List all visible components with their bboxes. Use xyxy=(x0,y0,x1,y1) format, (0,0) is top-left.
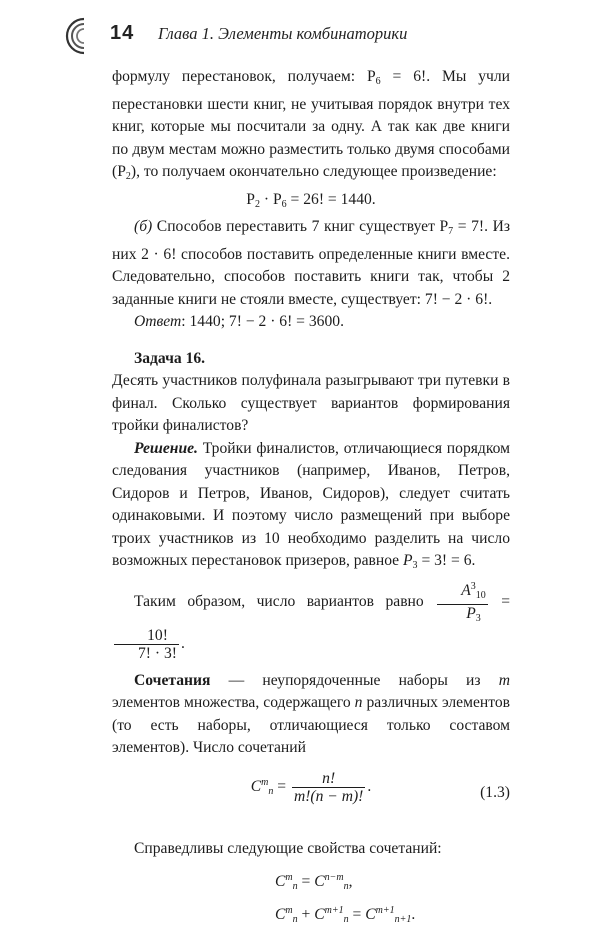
answer-line: Ответ: 1440; 7! − 2 · 6! = 3600. xyxy=(134,313,344,330)
page-content xyxy=(112,66,510,932)
result-line: Таким образом, число вариантов равно $\frac{A^3_{10}}{P_3}$ = $\frac{10!}{7! \cdot 3!}$ . xyxy=(112,578,510,662)
chapter-title: Глава 1. Элементы комбинаторики xyxy=(158,24,408,43)
equation-product: $P_2 \cdot P_6 = 26$! = 1440. xyxy=(246,190,376,210)
fraction-arrangements: $\frac{A^3_{10}}{P_3}$ xyxy=(437,578,488,627)
concentric-arc-logo-icon xyxy=(60,16,104,56)
properties-intro: Справедливы следующие свойства сочетаний: xyxy=(134,839,442,857)
property-pascal: $C^m_n + C^{m+1}_n = C^{m+1}_{n+1}$. xyxy=(275,905,416,925)
page-header xyxy=(60,16,540,56)
property-symmetry: $C^m_n = C^{n-m}_n$, xyxy=(275,872,353,892)
task-title: Задача 16. xyxy=(134,349,206,367)
fraction-factorials: $\frac{10!}{7! \cdot 3!}$ xyxy=(114,627,179,662)
solution-paragraph: Решение. Тройки финалистов, отличающиеся порядком следования участников (например, Иванов, Петров, Сидоров и Петров, Иванов, Сидоров), следует считать одинаковыми. И поэтому число размещений при выборе троих участников из 10 необходимо разделить на число возможных перестановок призеров, равное $P_3 = 3$! = 6. xyxy=(112,439,510,571)
paragraph-permutations: формулу перестановок, получаем: $P_6 = 6$!. Мы учли перестановки шести книг, не учитывая порядок внутри тех книг, которые мы посчитали за одну. А так как две книги по двум местам можно разместить только двумя способами $(P_2)$, то получаем окончательно следующее произведение: xyxy=(112,68,510,182)
page-number: 14 xyxy=(110,22,135,44)
properties-formulas xyxy=(112,866,510,932)
formula-number: (1.3) xyxy=(480,783,510,801)
paragraph-part-b: (б) Способов переставить 7 книг существует $P_7 = 7$!. Из них 2 · 6! способов поставить определенные книги вместе. Следовательно, способов поставить книги так, чтобы 2 заданные книги не стояли вместе, существует: 7! − 2 · 6!. xyxy=(112,218,510,308)
combinations-definition: Сочетания — неупорядоченные наборы из m элементов множества, содержащего n различных элементов (то есть наборы, отличающиеся только составом элементов). Число сочетаний xyxy=(112,671,511,756)
task-text: Десять участников полуфинала разыгрывают три путевки в финал. Сколько существует вариантов формирования тройки финалистов? xyxy=(112,372,510,434)
formula-1-3: $C^m_n$ = $\frac{n!}{m!(n - m)!}$ . (1.3) xyxy=(250,769,510,805)
